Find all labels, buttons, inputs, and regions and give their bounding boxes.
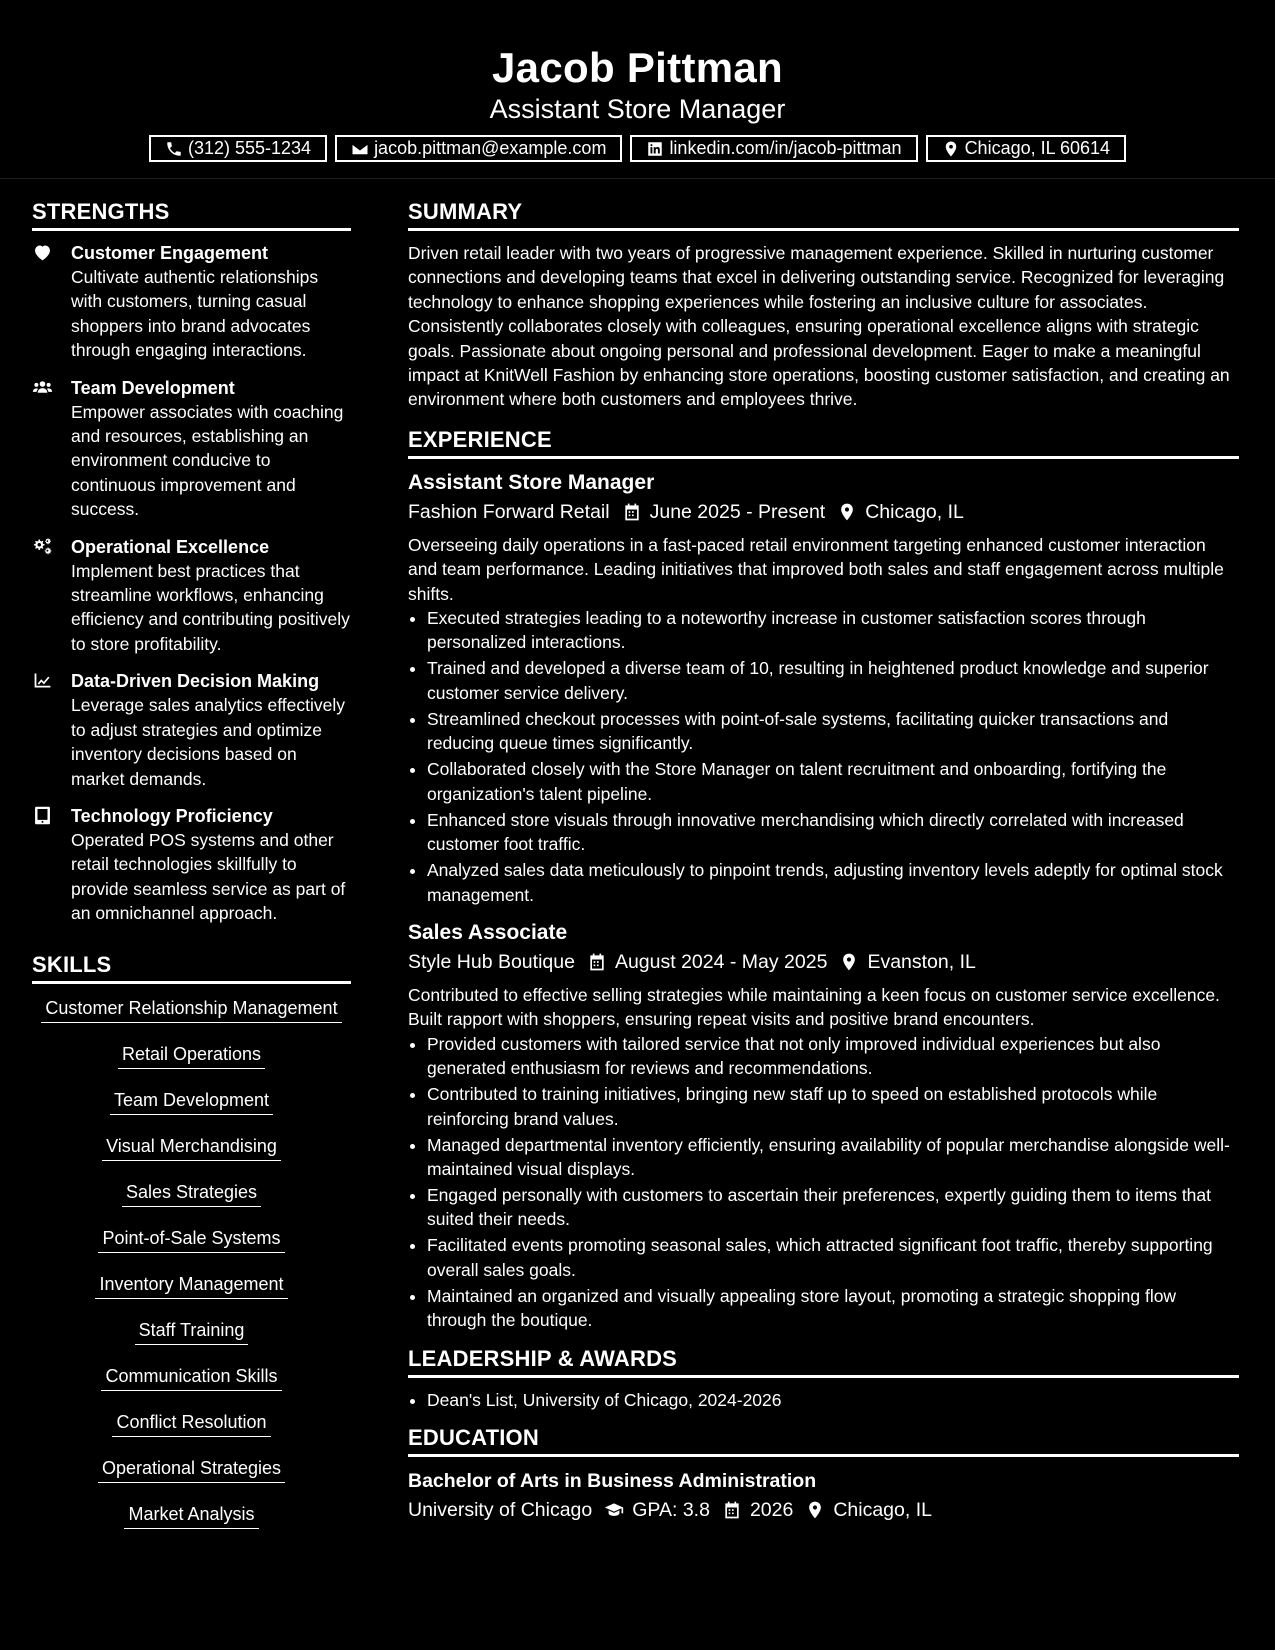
experience-heading: EXPERIENCE: [408, 426, 1239, 459]
gears-icon: [32, 536, 53, 557]
job-title: Sales Associate: [408, 920, 568, 944]
education-location: Chicago, IL: [833, 1498, 932, 1521]
job-description: Contributed to effective selling strategies while maintaining a keen focus on customer service excellence. Built rapport with shoppers, ensuring repeat visits and positive brand encounters.: [408, 984, 1220, 1030]
skill-tag: Inventory Management: [95, 1272, 287, 1299]
education-meta: [408, 1495, 1239, 1525]
summary-text: Driven retail leader with two years of progressive management experience. Skilled in nurturing customer connections and developing teams that excel in delivering outstanding service. Recognized for leveraging technology to enhance shopping experiences while fostering an inclusive culture for associates. Consistently collaborates closely with colleagues, ensuring operational excellence aligns with strategic goals. Passionate about ongoing personal and professional development. Eager to make a meaningful impact at KnitWell Fashion by enhancing store operations, boosting customer satisfaction, and creating an environment where both customers and employees thrive.: [408, 243, 1230, 410]
strength-item: [32, 804, 351, 926]
strengths-heading: STRENGTHS: [32, 198, 351, 231]
contact-location: [926, 135, 1126, 162]
line-chart-icon: [32, 670, 53, 691]
calendar-icon: [622, 502, 642, 522]
strength-description: Cultivate authentic relationships with customers, turning casual shoppers into brand advocates through engaging interactions.: [71, 267, 319, 361]
strength-title: Operational Excellence: [71, 536, 270, 557]
map-marker-icon: [942, 140, 960, 158]
job-bullet: • Executed strategies leading to a noteworthy increase in customer satisfaction scores through personalized interactions.: [427, 606, 1239, 655]
skill-tag: Team Development: [110, 1088, 273, 1115]
heart-icon: [32, 242, 53, 263]
job-bullet: • Trained and developed a diverse team of 10, resulting in heightened product knowledge and superior customer service delivery.: [427, 656, 1239, 705]
skill-tag: Communication Skills: [101, 1364, 281, 1391]
resume-header: [0, 0, 1275, 162]
job-location: Chicago, IL: [865, 500, 964, 523]
strength-title: Customer Engagement: [71, 243, 269, 263]
contact-email-text: jacob.pittman@example.com: [374, 138, 607, 158]
contact-email[interactable]: [335, 135, 622, 162]
map-marker-icon: [805, 1500, 825, 1520]
job-bullet: • Analyzed sales data meticulously to pinpoint trends, adjusting inventory levels adeptly for optimal stock management.: [427, 858, 1239, 907]
job-bullet: • Contributed to training initiatives, bringing new staff up to speed on established protocols while reinforcing brand values.: [427, 1082, 1239, 1131]
map-marker-icon: [839, 952, 859, 972]
strength-item: [32, 669, 351, 791]
skill-tag: Visual Merchandising: [102, 1134, 281, 1161]
education-gpa: GPA: 3.8: [632, 1498, 710, 1521]
skill-tag: Staff Training: [135, 1318, 249, 1345]
job-bullets: [408, 1032, 1239, 1333]
contact-phone-text: (312) 555-1234: [187, 138, 312, 158]
job-company: Style Hub Boutique: [408, 950, 575, 973]
job-bullet: • Collaborated closely with the Store Manager on talent recruitment and onboarding, fortifying the organization's talent pipeline.: [427, 757, 1239, 806]
contact-linkedin-text: linkedin.com/in/jacob-pittman: [669, 138, 902, 158]
skill-tag: Sales Strategies: [122, 1180, 261, 1207]
skill-tag: Market Analysis: [124, 1502, 258, 1529]
job-location: Evanston, IL: [867, 950, 976, 973]
skill-tag: Retail Operations: [118, 1042, 265, 1069]
job-title: Assistant Store Manager: [408, 470, 655, 494]
job-description: Overseeing daily operations in a fast-paced retail environment targeting enhanced customer interaction and team performance. Leading initiatives that improved both sales and staff engagement across multiple shifts.: [408, 534, 1224, 604]
award-item: • Dean's List, University of Chicago, 2024-2026: [427, 1388, 1239, 1412]
contact-bar: [0, 135, 1275, 162]
job-bullet: • Facilitated events promoting seasonal sales, which attracted significant foot traffic, thereby supporting overall sales goals.: [427, 1233, 1239, 1282]
skills-heading: SKILLS: [32, 951, 351, 984]
education-school: University of Chicago: [408, 1498, 593, 1521]
candidate-title: Assistant Store Manager: [489, 94, 786, 124]
graduation-cap-icon: [604, 1500, 624, 1520]
job-meta: [408, 947, 1239, 977]
job-bullet: • Provided customers with tailored service that not only improved individual experiences but also generated enthusiasm for reviews and recommendations.: [427, 1032, 1239, 1081]
awards-list: [408, 1388, 1239, 1412]
summary-heading: SUMMARY: [408, 198, 1239, 231]
job-company: Fashion Forward Retail: [408, 500, 610, 523]
strength-title: Technology Proficiency: [71, 805, 273, 826]
job-bullet: • Engaged personally with customers to ascertain their preferences, expertly guiding them to items that suited their needs.: [427, 1183, 1239, 1232]
strength-description: Operated POS systems and other retail technologies skillfully to provide seamless service as part of an omnichannel approach.: [71, 829, 346, 924]
experience-entry: [408, 919, 1239, 1333]
strength-title: Data-Driven Decision Making: [71, 671, 320, 692]
strength-description: Leverage sales analytics effectively to adjust strategies and optimize inventory decisions based on market demands.: [71, 695, 345, 789]
strength-description: Empower associates with coaching and resources, establishing an environment conducive to continuous improvement and success.: [71, 401, 344, 520]
tablet-icon: [32, 805, 53, 826]
job-bullet: • Managed departmental inventory efficiently, ensuring availability of popular merchandise alongside well-maintained visual displays.: [427, 1133, 1239, 1182]
strength-item: [32, 241, 351, 363]
skill-tag: Conflict Resolution: [112, 1410, 270, 1437]
strength-description: Implement best practices that streamline workflows, enhancing efficiency and contributing positively to store profitability.: [71, 560, 350, 654]
awards-heading: LEADERSHIP & AWARDS: [408, 1345, 1239, 1378]
job-bullet: • Maintained an organized and visually appealing store layout, promoting a strategic shopping flow through the boutique.: [427, 1284, 1239, 1333]
contact-phone[interactable]: [149, 135, 327, 162]
job-bullets: [408, 606, 1239, 907]
envelope-icon: [351, 140, 369, 158]
strength-title: Team Development: [71, 377, 235, 398]
strength-item: [32, 376, 351, 522]
strength-item: [32, 535, 351, 657]
skill-tag: Point-of-Sale Systems: [98, 1226, 284, 1253]
job-meta: [408, 497, 1239, 527]
map-marker-icon: [837, 502, 857, 522]
linkedin-icon: [646, 140, 664, 158]
skill-tag: Customer Relationship Management: [41, 996, 341, 1023]
left-column: [32, 198, 351, 1548]
education-degree: Bachelor of Arts in Business Administration: [408, 1469, 817, 1492]
header-divider: [0, 178, 1275, 179]
candidate-name: Jacob Pittman: [492, 44, 783, 91]
skills-list: [32, 996, 351, 1548]
contact-linkedin[interactable]: [630, 135, 917, 162]
users-icon: [32, 377, 53, 398]
job-dates: June 2025 - Present: [649, 500, 826, 523]
experience-entry: [408, 469, 1239, 907]
skill-tag: Operational Strategies: [98, 1456, 285, 1483]
job-bullet: • Enhanced store visuals through innovative merchandising which directly correlated with increased customer foot traffic.: [427, 808, 1239, 857]
job-bullet: • Streamlined checkout processes with point-of-sale systems, facilitating quicker transactions and reducing queue times significantly.: [427, 707, 1239, 756]
contact-location-text: Chicago, IL 60614: [964, 138, 1111, 158]
job-dates: August 2024 - May 2025: [614, 950, 828, 973]
education-year: 2026: [749, 1498, 794, 1521]
calendar-icon: [722, 1500, 742, 1520]
right-column: [408, 198, 1239, 1531]
education-heading: EDUCATION: [408, 1424, 1239, 1457]
calendar-icon: [587, 952, 607, 972]
phone-icon: [165, 140, 183, 158]
